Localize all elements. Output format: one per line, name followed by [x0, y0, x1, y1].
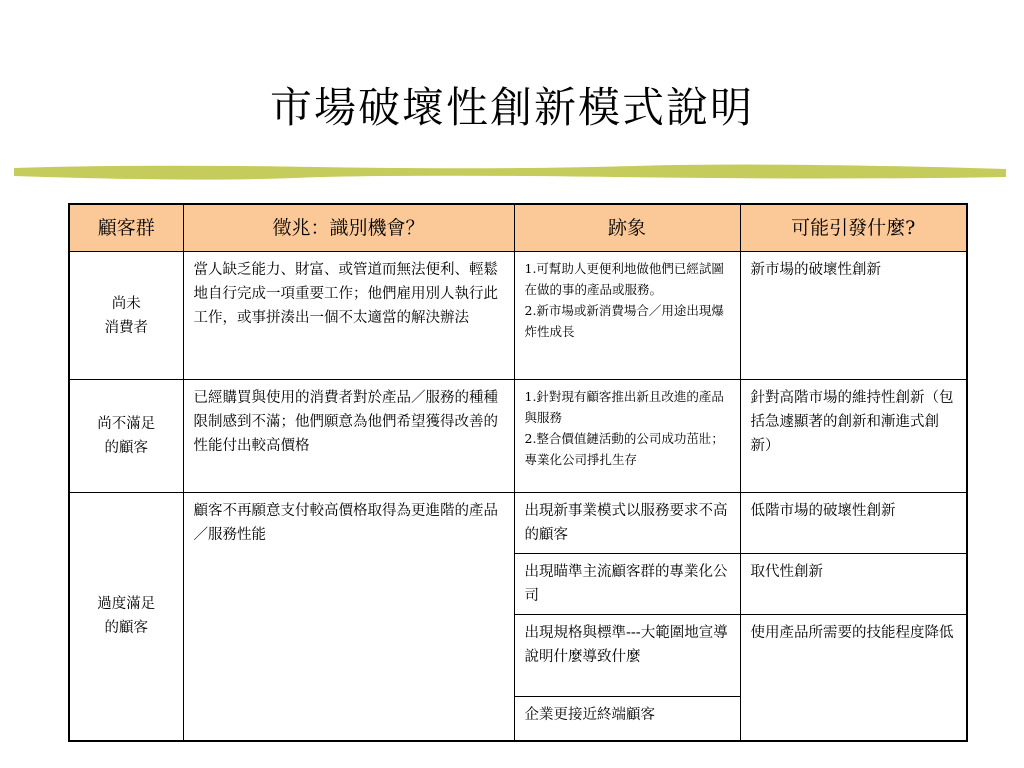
sign-item: 2.新市場或新消費場合／用途出現爆炸性成長 — [524, 303, 724, 339]
header-customer-group: 顧客群 — [69, 204, 183, 252]
customer-group-line: 的顧客 — [104, 620, 148, 637]
title-underline — [14, 163, 1006, 181]
info-table — [68, 203, 968, 742]
sign-item: 1.可幫助人更便利地做他們已經試圖在做的事的產品或服務。 — [524, 261, 724, 297]
header-signs: 跡象 — [514, 204, 740, 252]
table-row — [69, 252, 967, 380]
outcome-cell: 低階市場的破壞性創新 — [740, 493, 967, 554]
indication-cell: 已經購買與使用的消費者對於產品／服務的種種限制感到不滿；他們願意為他們希望獲得改善的性能付出較高價格 — [183, 380, 514, 493]
header-indication: 徵兆：識別機會？ — [183, 204, 514, 252]
signs-cell: 出現規格與標準---大範圍地宣導說明什麼導致什麼 — [514, 615, 740, 697]
signs-cell — [514, 380, 740, 493]
signs-cell: 出現新事業模式以服務要求不高的顧客 — [514, 493, 740, 554]
indication-cell: 當人缺乏能力、財富、或管道而無法便利、輕鬆地自行完成一項重要工作；他們雇用別人執行此工作，或事拼湊出一個不太適當的解決辦法 — [183, 252, 514, 380]
outcome-cell: 新市場的破壞性創新 — [740, 252, 967, 380]
underline-stroke — [14, 165, 1006, 180]
signs-cell: 企業更接近終端顧客 — [514, 697, 740, 741]
sign-item: 2.整合價值鏈活動的公司成功茁壯；專業化公司掙扎生存 — [524, 431, 724, 467]
sign-item: 1.針對現有顧客推出新且改進的產品與服務 — [524, 389, 724, 425]
customer-group-line: 尚未 — [111, 295, 141, 312]
header-outcome: 可能引發什麼? — [740, 204, 967, 252]
table-row — [69, 380, 967, 493]
indication-cell: 顧客不再願意支付較高價格取得為更進階的產品／服務性能 — [183, 493, 514, 741]
customer-group-line: 的顧客 — [104, 440, 148, 456]
outcome-cell: 取代性創新 — [740, 554, 967, 615]
outcome-cell: 針對高階市場的維持性創新（包括急遽顯著的創新和漸進式創新） — [740, 380, 967, 493]
customer-group-cell — [69, 493, 183, 741]
outcome-cell: 使用產品所需要的技能程度降低 — [740, 615, 967, 741]
customer-group-line: 過度滿足 — [97, 596, 156, 613]
slide-title: 市場破壞性創新模式說明 — [269, 83, 754, 132]
customer-group-line: 消費者 — [104, 319, 148, 336]
customer-group-cell — [69, 380, 183, 493]
signs-cell: 出現瞄準主流顧客群的專業化公司 — [514, 554, 740, 615]
customer-group-line: 尚不滿足 — [97, 416, 156, 432]
signs-cell — [514, 252, 740, 380]
customer-group-cell — [69, 252, 183, 380]
table-row — [69, 493, 967, 554]
header-row — [69, 204, 967, 252]
